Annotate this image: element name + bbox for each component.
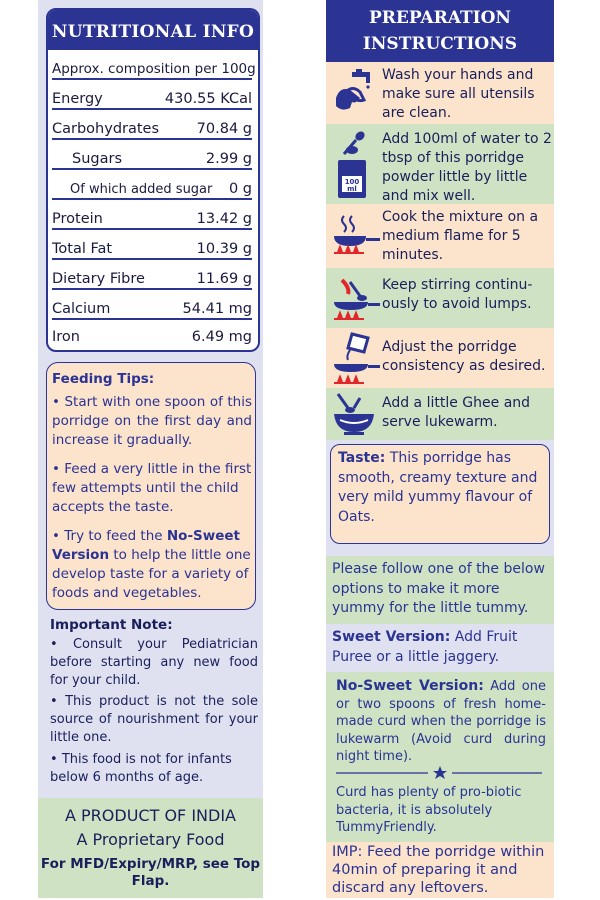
nutrient-value: 0 g [228, 181, 252, 197]
important-note-item: • This product is not the sole source of nourishment for your little one. [50, 694, 258, 745]
nutrition-subtitle-row [52, 54, 256, 80]
preparation-title-line1: PREPARATION [369, 8, 511, 28]
nutrient-label: Energy [52, 91, 103, 107]
nutrient-label: Iron [52, 329, 80, 345]
taste-text [338, 449, 544, 527]
star-icon [433, 766, 447, 779]
options-intro: Please follow one of the below options to make it more yummy for the little tummy. [332, 561, 545, 616]
nutrient-value: 13.42 g [196, 211, 252, 227]
sweet-version-description: Add Fruit Puree or a little jaggery. [332, 629, 518, 665]
product-origin-box [38, 798, 263, 898]
taste-description: This porridge has smooth, creamy texture and very mild yummy flavour of Oats. [338, 450, 538, 525]
prep-step [326, 388, 554, 440]
feeding-tip-text: Start with one spoon of this porridge on the first day and increase it gradually. [52, 394, 252, 448]
right-column [326, 0, 554, 898]
left-column [38, 0, 263, 898]
nutrient-label: Sugars [72, 151, 122, 167]
prep-step [326, 268, 554, 328]
nutrition-row [52, 264, 252, 290]
feeding-tip: • Start with one spoon of this porridge on the first day and increase it gradually. [52, 394, 252, 448]
nutrient-value: 54.41 mg [182, 301, 252, 317]
nutrition-row [52, 204, 252, 230]
preparation-title [326, 0, 554, 62]
prep-step [326, 204, 554, 268]
feeding-tip: • Feed a very little in the first few attempts until the child accepts the taste. [52, 461, 252, 515]
taste-box [330, 444, 550, 544]
product-mfd-note: For MFD/Expiry/MRP, see Top Flap. [40, 856, 261, 889]
prep-step-text: Cook the mixture on a medium flame for 5 minutes. [382, 209, 539, 263]
no-sweet-version-box [326, 672, 554, 842]
nutrition-subtitle: Approx. composition per 100g [52, 61, 256, 77]
taste-label: Taste: [338, 450, 386, 466]
nutrient-label: Total Fat [52, 241, 113, 257]
nutrient-value: 11.69 g [196, 271, 252, 287]
nutrition-row [52, 294, 252, 320]
curd-note: Curd has plenty of pro-biotic bacteria, it is absolutely TummyFriendly. [336, 785, 522, 835]
star-divider [336, 766, 542, 780]
nutrition-row [52, 144, 252, 170]
nutrient-value: 6.49 mg [191, 329, 252, 345]
important-note-title: Important Note: [50, 617, 173, 633]
product-origin: A PRODUCT OF INDIA [64, 806, 236, 825]
cup-label: 100 [344, 178, 360, 186]
product-type: A Proprietary Food [76, 830, 225, 849]
svg-text:ml: ml [347, 185, 357, 193]
no-sweet-version-label: No-Sweet Version: [336, 678, 484, 694]
important-note-text: This food is not for infants below 6 months of age. [50, 752, 232, 785]
feeding-tip-text: to help the little one develop taste for a variety of foods and vegetables. [52, 547, 251, 601]
no-sweet-emphasis: No-Sweet Version [52, 528, 241, 563]
nutrition-row [52, 84, 252, 110]
prep-step-text: Wash your hands and make sure all utensils are clean. [382, 67, 535, 121]
prep-step-text: Adjust the porridge consistency as desired. [382, 339, 546, 374]
nutrition-title: NUTRITIONAL INFO [48, 10, 258, 50]
measuring-cup-icon [334, 128, 374, 200]
feeding-tip: • Try to feed the No-Sweet Version to help the little one develop taste for a variety of foods and vegetables. [52, 528, 251, 601]
prep-step [326, 328, 554, 388]
nutrient-label: Dietary Fibre [52, 271, 145, 287]
nutrient-value: 2.99 g [205, 151, 252, 167]
feeding-tip-text: Try to feed the [64, 528, 167, 544]
important-note-item: • This food is not for infants below 6 months of age. [50, 752, 232, 785]
options-intro-box [326, 556, 554, 624]
prep-step-text: Add 100ml of water to 2 tbsp of this porridge powder little by little and mix well. [382, 131, 552, 204]
ghee-bowl-icon [330, 390, 378, 438]
feeding-tips-box [46, 362, 256, 610]
important-note-text: Consult your Pediatrician before starting any new food for your child. [50, 637, 258, 688]
feeding-tips-title: Feeding Tips: [52, 371, 155, 387]
sweet-version-box [326, 624, 554, 672]
prep-step [326, 124, 554, 204]
imp-text: IMP: Feed the porridge within 40min of preparing it and discard any leftovers. [332, 844, 545, 896]
prep-step-text: Keep stirring continu-ously to avoid lumps. [382, 277, 533, 312]
nutrient-value: 70.84 g [196, 121, 252, 137]
sweet-version-text [332, 628, 546, 667]
nutrient-label: Of which added sugar [70, 182, 213, 197]
stove-flame-icon [330, 212, 382, 260]
sweet-version-label: Sweet Version: [332, 629, 451, 645]
nutrition-row [52, 234, 252, 260]
prep-step-text: Add a little Ghee and serve lukewarm. [382, 395, 531, 430]
nutrient-label: Carbohydrates [52, 121, 160, 137]
no-sweet-version-text [336, 678, 546, 766]
no-sweet-version-description: Add one or two spoons of fresh home-made curd when the porridge is lukewarm (Avoid curd during night time). [336, 679, 546, 764]
nutrition-row [52, 174, 252, 200]
feeding-tip-text: Feed a very little in the first few attempts until the child accepts the taste. [52, 461, 252, 515]
preparation-title-line2: INSTRUCTIONS [362, 34, 518, 54]
imp-box [326, 842, 554, 898]
nutrient-value: 430.55 KCal [164, 91, 252, 107]
nutrient-value: 10.39 g [196, 241, 252, 257]
nutrition-row [52, 114, 252, 140]
nutrition-table [46, 8, 260, 352]
nutrient-label: Calcium [52, 301, 111, 317]
prep-step [326, 62, 554, 124]
important-note-text: This product is not the sole source of nourishment for your little one. [50, 694, 258, 745]
pouring-icon [330, 332, 382, 386]
nutrition-row [52, 322, 252, 346]
stirring-pan-icon [330, 274, 382, 322]
important-note-item: • Consult your Pediatrician before starting any new food for your child. [50, 637, 258, 688]
hand-wash-icon [330, 68, 378, 116]
nutrient-label: Protein [52, 211, 103, 227]
